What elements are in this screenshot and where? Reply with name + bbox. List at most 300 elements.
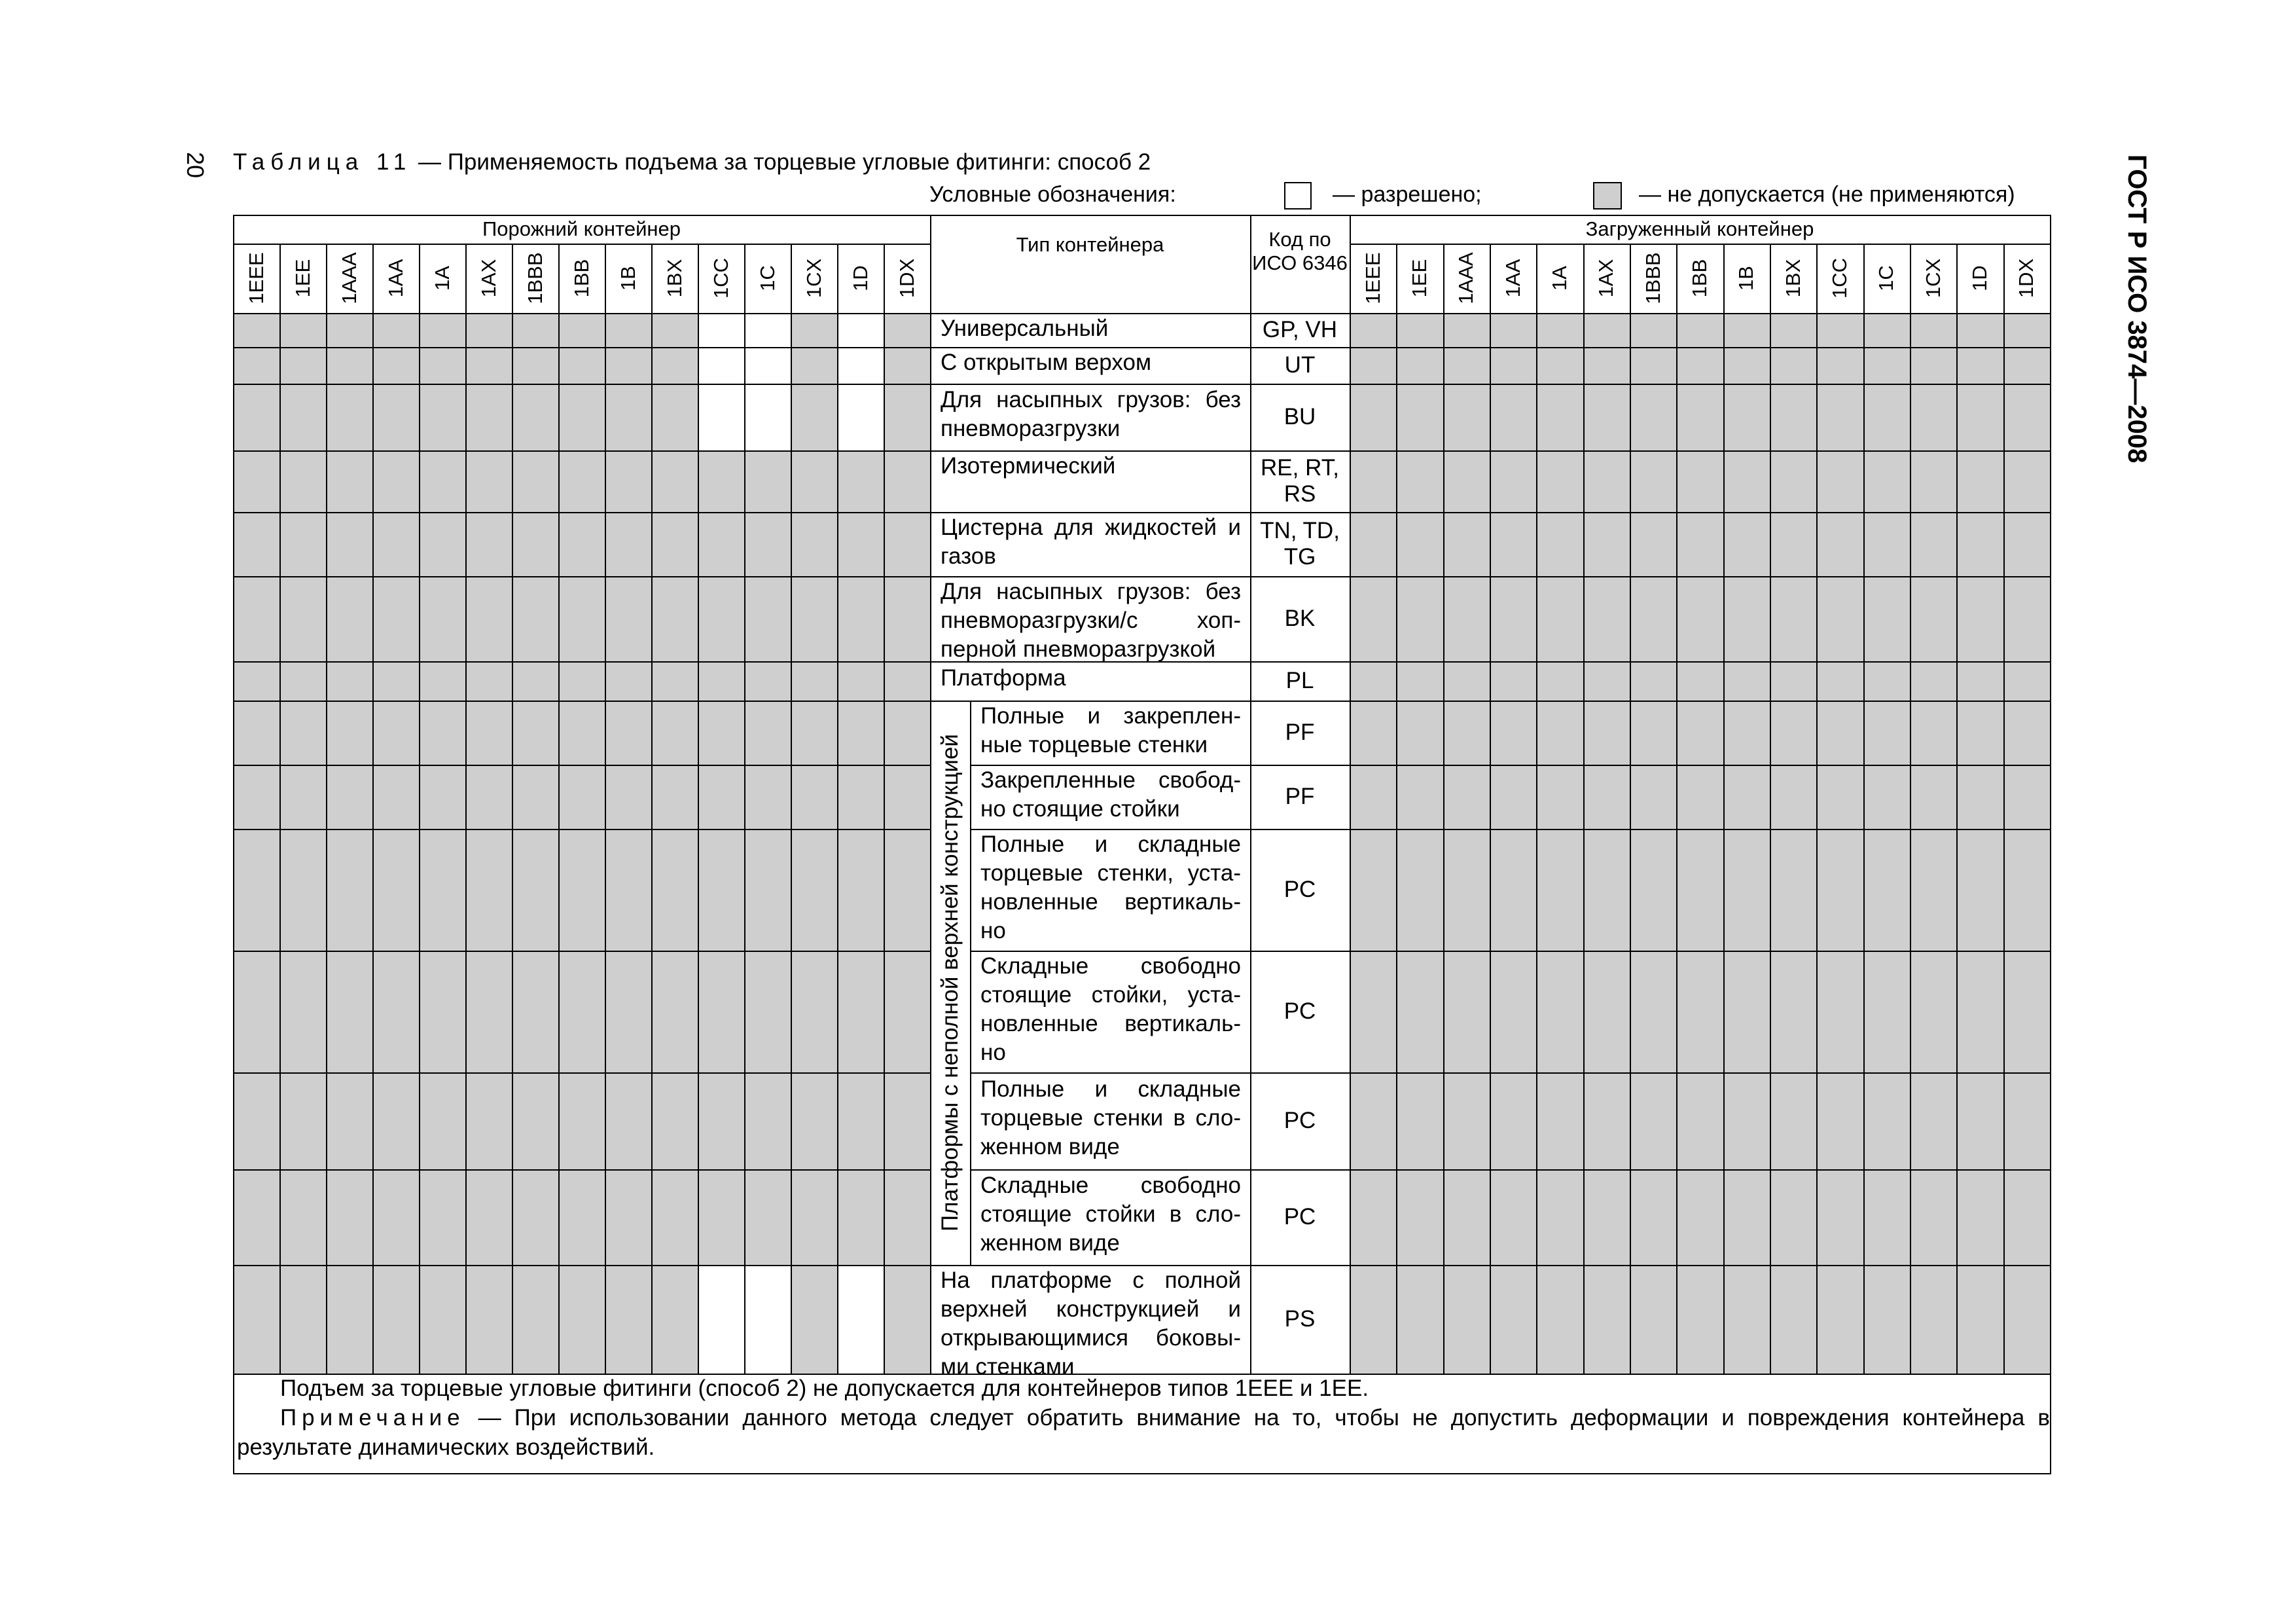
not-allowed-cell — [1583, 1169, 1631, 1266]
not-allowed-cell — [837, 951, 885, 1074]
not-allowed-cell — [279, 1169, 327, 1266]
not-allowed-cell — [791, 1072, 838, 1171]
not-allowed-cell — [651, 1265, 699, 1375]
not-allowed-cell — [1443, 1265, 1491, 1375]
not-allowed-cell — [1676, 701, 1724, 766]
not-allowed-cell — [884, 512, 931, 577]
note-label: Примечание — [280, 1405, 465, 1431]
not-allowed-cell — [1863, 450, 1911, 513]
not-allowed-cell — [651, 829, 699, 952]
not-allowed-cell — [1723, 1169, 1771, 1266]
not-allowed-cell — [837, 576, 885, 663]
not-allowed-cell — [1443, 701, 1491, 766]
not-allowed-cell — [698, 576, 745, 663]
not-allowed-cell — [512, 347, 560, 385]
not-allowed-cell — [233, 1169, 281, 1266]
not-allowed-cell — [1443, 347, 1491, 385]
not-allowed-cell — [1956, 765, 2004, 830]
not-allowed-cell — [1770, 661, 1818, 702]
not-allowed-cell — [465, 347, 513, 385]
size-label-empty: 1AAA — [337, 252, 361, 304]
note-paragraph — [237, 1403, 2050, 1462]
not-allowed-cell — [1536, 951, 1584, 1074]
not-allowed-cell — [279, 450, 327, 513]
not-allowed-cell — [1396, 347, 1444, 385]
size-label-empty: 1CX — [802, 258, 825, 299]
not-allowed-cell — [1723, 765, 1771, 830]
not-allowed-cell — [372, 313, 420, 348]
not-allowed-cell — [605, 512, 653, 577]
iso-code-label: PF — [1285, 784, 1315, 809]
not-allowed-cell — [1630, 1169, 1677, 1266]
not-allowed-cell — [1910, 829, 1958, 952]
not-allowed-cell — [651, 701, 699, 766]
not-allowed-cell — [1863, 829, 1911, 952]
not-allowed-cell — [233, 384, 281, 452]
not-allowed-cell — [744, 576, 792, 663]
not-allowed-cell — [326, 765, 374, 830]
not-allowed-cell — [419, 951, 467, 1074]
not-allowed-cell — [558, 701, 606, 766]
size-label-loaded: 1EE — [1408, 259, 1431, 298]
not-allowed-cell — [1816, 1169, 1864, 1266]
not-allowed-cell — [1910, 313, 1958, 348]
not-allowed-cell — [1770, 347, 1818, 385]
not-allowed-cell — [1956, 661, 2004, 702]
not-allowed-cell — [698, 661, 745, 702]
not-allowed-cell — [1956, 450, 2004, 513]
not-allowed-cell — [1676, 384, 1724, 452]
not-allowed-cell — [744, 951, 792, 1074]
not-allowed-cell — [1630, 1072, 1677, 1171]
legend-label: Условные обозначения: — [929, 182, 1176, 207]
not-allowed-cell — [651, 450, 699, 513]
iso-code-label: BU — [1283, 404, 1316, 429]
not-allowed-cell — [1350, 829, 1397, 952]
not-allowed-cell — [1396, 313, 1444, 348]
not-allowed-cell — [1956, 347, 2004, 385]
not-allowed-cell — [2003, 450, 2051, 513]
not-allowed-cell — [698, 701, 745, 766]
not-allowed-cell — [372, 829, 420, 952]
not-allowed-cell — [1723, 829, 1771, 952]
not-allowed-cell — [1350, 347, 1397, 385]
not-allowed-cell — [837, 1169, 885, 1266]
not-allowed-cell — [512, 1072, 560, 1171]
not-allowed-cell — [1676, 765, 1724, 830]
not-allowed-cell — [512, 450, 560, 513]
not-allowed-cell — [326, 1072, 374, 1171]
not-allowed-cell — [698, 512, 745, 577]
not-allowed-cell — [1910, 661, 1958, 702]
not-allowed-cell — [512, 701, 560, 766]
not-allowed-cell — [1536, 1072, 1584, 1171]
not-allowed-cell — [279, 313, 327, 348]
iso-code-label: PF — [1285, 720, 1315, 745]
not-allowed-cell — [2003, 347, 2051, 385]
not-allowed-cell — [372, 1169, 420, 1266]
not-allowed-cell — [1863, 1169, 1911, 1266]
not-allowed-cell — [512, 576, 560, 663]
size-label-loaded: 1A — [1548, 266, 1571, 291]
not-allowed-cell — [1676, 661, 1724, 702]
size-label-empty: 1BX — [662, 259, 686, 298]
type-column-header — [930, 215, 1251, 314]
not-allowed-cell — [1443, 951, 1491, 1074]
not-allowed-cell — [605, 951, 653, 1074]
not-allowed-cell — [1770, 512, 1818, 577]
not-allowed-cell — [1536, 313, 1584, 348]
not-allowed-cell — [326, 384, 374, 452]
container-type-label: Изотермический — [941, 453, 1116, 479]
not-allowed-cell — [1910, 951, 1958, 1074]
not-allowed-cell — [698, 450, 745, 513]
not-allowed-cell — [791, 1169, 838, 1266]
not-allowed-cell — [1676, 1072, 1724, 1171]
not-allowed-cell — [884, 1072, 931, 1171]
not-allowed-cell — [1676, 1265, 1724, 1375]
partial-group-label: Платформы с неполной верхней конструкцией — [937, 734, 963, 1231]
not-allowed-cell — [1396, 951, 1444, 1074]
not-allowed-cell — [372, 512, 420, 577]
not-allowed-cell — [1583, 576, 1631, 663]
not-allowed-cell — [512, 384, 560, 452]
not-allowed-cell — [1863, 701, 1911, 766]
not-allowed-cell — [791, 576, 838, 663]
not-allowed-cell — [744, 765, 792, 830]
not-allowed-cell — [1863, 313, 1911, 348]
not-allowed-cell — [1443, 450, 1491, 513]
not-allowed-cell — [1910, 450, 1958, 513]
not-allowed-cell — [1350, 576, 1397, 663]
not-allowed-cell — [791, 1265, 838, 1375]
not-allowed-cell — [326, 1169, 374, 1266]
not-allowed-cell — [1723, 661, 1771, 702]
not-allowed-cell — [279, 701, 327, 766]
not-allowed-cell — [1723, 450, 1771, 513]
not-allowed-cell — [279, 1265, 327, 1375]
not-allowed-cell — [465, 1072, 513, 1171]
not-allowed-cell — [326, 512, 374, 577]
not-allowed-cell — [558, 384, 606, 452]
not-allowed-cell — [1350, 661, 1397, 702]
not-allowed-cell — [698, 951, 745, 1074]
not-allowed-cell — [1536, 347, 1584, 385]
not-allowed-cell — [465, 384, 513, 452]
container-type-label: Полные и складные торцевые стенки, уста-новленные вертикаль-но — [980, 831, 1241, 943]
iso-code-label: PS — [1284, 1306, 1316, 1332]
not-allowed-cell — [1630, 576, 1677, 663]
not-allowed-cell — [1490, 765, 1537, 830]
not-allowed-cell — [2003, 1169, 2051, 1266]
not-allowed-cell — [419, 512, 467, 577]
note-line-1: Подъем за торцевые угловые фитинги (способ 2) не допускается для контейнеров типов 1EEE и 1EE. — [280, 1376, 1369, 1401]
not-allowed-cell — [1956, 829, 2004, 952]
size-label-empty: 1EE — [291, 259, 314, 298]
iso-code-label: TN, TD, TG — [1260, 518, 1340, 570]
iso-code-label: BK — [1284, 606, 1316, 631]
iso-code-label: PC — [1283, 998, 1316, 1024]
type-column-label: Тип контейнера — [1016, 233, 1164, 256]
not-allowed-cell — [1816, 1265, 1864, 1375]
not-allowed-cell — [465, 951, 513, 1074]
not-allowed-cell — [1443, 765, 1491, 830]
not-allowed-cell — [326, 313, 374, 348]
not-allowed-cell — [605, 450, 653, 513]
container-type-label: Платформа — [941, 665, 1066, 691]
not-allowed-cell — [791, 450, 838, 513]
not-allowed-cell — [372, 384, 420, 452]
container-type-label: Складные свободно стоящие стойки, уста-новленные вертикаль-но — [980, 953, 1241, 1065]
not-allowed-cell — [651, 1072, 699, 1171]
size-label-loaded: 1B — [1734, 266, 1758, 291]
not-allowed-cell — [605, 313, 653, 348]
not-allowed-cell — [605, 661, 653, 702]
not-allowed-cell — [1723, 951, 1771, 1074]
not-allowed-cell — [233, 450, 281, 513]
not-allowed-cell — [1396, 450, 1444, 513]
container-type-label: С открытым верхом — [941, 350, 1152, 375]
not-allowed-cell — [558, 1072, 606, 1171]
not-allowed-cell — [1583, 384, 1631, 452]
not-allowed-cell — [651, 384, 699, 452]
not-allowed-cell — [558, 512, 606, 577]
not-allowed-cell — [1816, 450, 1864, 513]
not-allowed-cell — [465, 1265, 513, 1375]
size-label-empty: 1CC — [709, 258, 732, 299]
not-allowed-cell — [1630, 347, 1677, 385]
not-allowed-cell — [1350, 1169, 1397, 1266]
size-label-empty: 1C — [755, 265, 779, 291]
not-allowed-cell — [512, 313, 560, 348]
not-allowed-cell — [1863, 1265, 1911, 1375]
not-allowed-cell — [1910, 701, 1958, 766]
not-allowed-cell — [1490, 1169, 1537, 1266]
not-allowed-cell — [1396, 576, 1444, 663]
not-allowed-cell — [1910, 1072, 1958, 1171]
not-allowed-cell — [558, 1265, 606, 1375]
container-type-label: Цистерна для жидкостей и газов — [941, 515, 1241, 569]
not-allowed-cell — [512, 661, 560, 702]
not-allowed-cell — [1396, 701, 1444, 766]
not-allowed-cell — [884, 1265, 931, 1375]
not-allowed-cell — [1396, 765, 1444, 830]
not-allowed-cell — [651, 1169, 699, 1266]
not-allowed-cell — [279, 661, 327, 702]
not-allowed-cell — [465, 701, 513, 766]
not-allowed-cell — [1583, 313, 1631, 348]
not-allowed-cell — [605, 576, 653, 663]
not-allowed-cell — [1536, 1265, 1584, 1375]
not-allowed-cell — [419, 1072, 467, 1171]
not-allowed-cell — [1863, 384, 1911, 452]
not-allowed-cell — [1910, 347, 1958, 385]
iso-code-label: GP, VH — [1262, 317, 1338, 342]
not-allowed-cell — [419, 829, 467, 952]
not-allowed-cell — [233, 347, 281, 385]
not-allowed-cell — [791, 829, 838, 952]
not-allowed-cell — [1630, 701, 1677, 766]
not-allowed-cell — [1490, 347, 1537, 385]
not-allowed-cell — [1630, 512, 1677, 577]
not-allowed-cell — [512, 1169, 560, 1266]
not-allowed-cell — [279, 765, 327, 830]
iso-code-label: PC — [1283, 1108, 1316, 1133]
not-allowed-cell — [1536, 576, 1584, 663]
not-allowed-cell — [1816, 1072, 1864, 1171]
not-allowed-cell — [1490, 1072, 1537, 1171]
legend-allowed-text: — разрешено; — [1333, 182, 1482, 207]
not-allowed-cell — [1910, 1265, 1958, 1375]
not-allowed-cell — [1863, 576, 1911, 663]
size-label-loaded: 1AAA — [1454, 252, 1478, 304]
not-allowed-cell — [884, 384, 931, 452]
not-allowed-cell — [1770, 313, 1818, 348]
not-allowed-cell — [744, 829, 792, 952]
not-allowed-cell — [1350, 384, 1397, 452]
not-allowed-cell — [233, 313, 281, 348]
not-allowed-cell — [1583, 701, 1631, 766]
size-label-empty: 1AA — [384, 259, 407, 298]
size-label-empty: 1DX — [895, 258, 918, 299]
not-allowed-cell — [1816, 313, 1864, 348]
not-allowed-cell — [791, 313, 838, 348]
not-allowed-cell — [1443, 512, 1491, 577]
not-allowed-cell — [465, 512, 513, 577]
not-allowed-cell — [1350, 450, 1397, 513]
not-allowed-cell — [744, 1169, 792, 1266]
not-allowed-cell — [233, 1072, 281, 1171]
not-allowed-cell — [1536, 765, 1584, 830]
not-allowed-cell — [744, 450, 792, 513]
not-allowed-cell — [1770, 701, 1818, 766]
not-allowed-cell — [1676, 347, 1724, 385]
not-allowed-cell — [1536, 829, 1584, 952]
not-allowed-cell — [1676, 450, 1724, 513]
not-allowed-cell — [1490, 661, 1537, 702]
not-allowed-cell — [1583, 1265, 1631, 1375]
not-allowed-cell — [233, 661, 281, 702]
size-label-loaded: 1AA — [1501, 259, 1524, 298]
not-allowed-cell — [651, 313, 699, 348]
allowed-cell — [837, 1265, 885, 1375]
not-allowed-cell — [1816, 765, 1864, 830]
not-allowed-cell — [372, 450, 420, 513]
not-allowed-cell — [651, 512, 699, 577]
not-allowed-cell — [419, 576, 467, 663]
size-label-loaded: 1CX — [1921, 258, 1945, 299]
size-label-loaded: 1EEE — [1361, 252, 1384, 304]
not-allowed-cell — [558, 951, 606, 1074]
not-allowed-cell — [791, 347, 838, 385]
not-allowed-cell — [1816, 661, 1864, 702]
not-allowed-cell — [465, 765, 513, 830]
not-allowed-cell — [884, 313, 931, 348]
not-allowed-cell — [2003, 701, 2051, 766]
not-allowed-cell — [233, 701, 281, 766]
not-allowed-cell — [465, 829, 513, 952]
not-allowed-cell — [1723, 384, 1771, 452]
not-allowed-cell — [558, 450, 606, 513]
not-allowed-cell — [1770, 765, 1818, 830]
not-allowed-cell — [1583, 661, 1631, 702]
not-allowed-cell — [605, 829, 653, 952]
not-allowed-cell — [1956, 701, 2004, 766]
not-allowed-cell — [605, 384, 653, 452]
not-allowed-cell — [1536, 1169, 1584, 1266]
not-allowed-cell — [1443, 313, 1491, 348]
document-code: ГОСТ Р ИСО 3874—2008 — [2123, 155, 2151, 464]
size-label-loaded: 1BBB — [1641, 252, 1664, 304]
not-allowed-cell — [419, 347, 467, 385]
not-allowed-cell — [1396, 829, 1444, 952]
not-allowed-cell — [1770, 576, 1818, 663]
not-allowed-cell — [791, 951, 838, 1074]
allowed-cell — [698, 347, 745, 385]
size-label-empty: 1BBB — [523, 252, 547, 304]
not-allowed-cell — [744, 512, 792, 577]
not-allowed-cell — [698, 829, 745, 952]
size-label-loaded: 1AX — [1594, 259, 1618, 298]
not-allowed-cell — [605, 701, 653, 766]
not-allowed-cell — [1816, 512, 1864, 577]
not-allowed-cell — [279, 829, 327, 952]
not-allowed-cell — [1723, 576, 1771, 663]
not-allowed-cell — [837, 701, 885, 766]
not-allowed-cell — [326, 1265, 374, 1375]
container-type-label: Для насыпных грузов: без пневморазгрузки — [941, 387, 1241, 441]
not-allowed-cell — [465, 661, 513, 702]
not-allowed-cell — [2003, 951, 2051, 1074]
not-allowed-cell — [1956, 1169, 2004, 1266]
not-allowed-cell — [279, 384, 327, 452]
allowed-cell — [837, 347, 885, 385]
allowed-cell — [744, 313, 792, 348]
not-allowed-cell — [837, 829, 885, 952]
not-allowed-cell — [1956, 951, 2004, 1074]
not-allowed-cell — [372, 661, 420, 702]
not-allowed-cell — [1816, 576, 1864, 663]
not-allowed-cell — [2003, 829, 2051, 952]
not-allowed-cell — [1350, 701, 1397, 766]
not-allowed-cell — [1583, 347, 1631, 385]
not-allowed-cell — [1396, 661, 1444, 702]
not-allowed-cell — [465, 1169, 513, 1266]
not-allowed-cell — [372, 1072, 420, 1171]
not-allowed-cell — [884, 450, 931, 513]
not-allowed-cell — [1816, 701, 1864, 766]
not-allowed-cell — [1490, 313, 1537, 348]
page-number: 20 — [182, 151, 209, 179]
not-allowed-cell — [233, 829, 281, 952]
size-label-empty: 1EEE — [244, 252, 268, 304]
not-allowed-cell — [1770, 384, 1818, 452]
not-allowed-cell — [419, 765, 467, 830]
not-allowed-cell — [1723, 1072, 1771, 1171]
not-allowed-cell — [372, 765, 420, 830]
iso-code-label: RE, RT, RS — [1261, 455, 1339, 507]
note-text: — При использовании данного метода следует обратить внимание на то, чтобы не допустить деформации и повреждения контейнера в результате динамических воздействий. — [237, 1405, 2050, 1460]
not-allowed-cell — [2003, 1265, 2051, 1375]
not-allowed-cell — [1723, 701, 1771, 766]
not-allowed-cell — [744, 1072, 792, 1171]
not-allowed-cell — [791, 701, 838, 766]
not-allowed-cell — [1350, 512, 1397, 577]
not-allowed-cell — [465, 576, 513, 663]
not-allowed-cell — [1583, 512, 1631, 577]
not-allowed-cell — [1396, 384, 1444, 452]
size-label-empty: 1B — [616, 266, 639, 291]
